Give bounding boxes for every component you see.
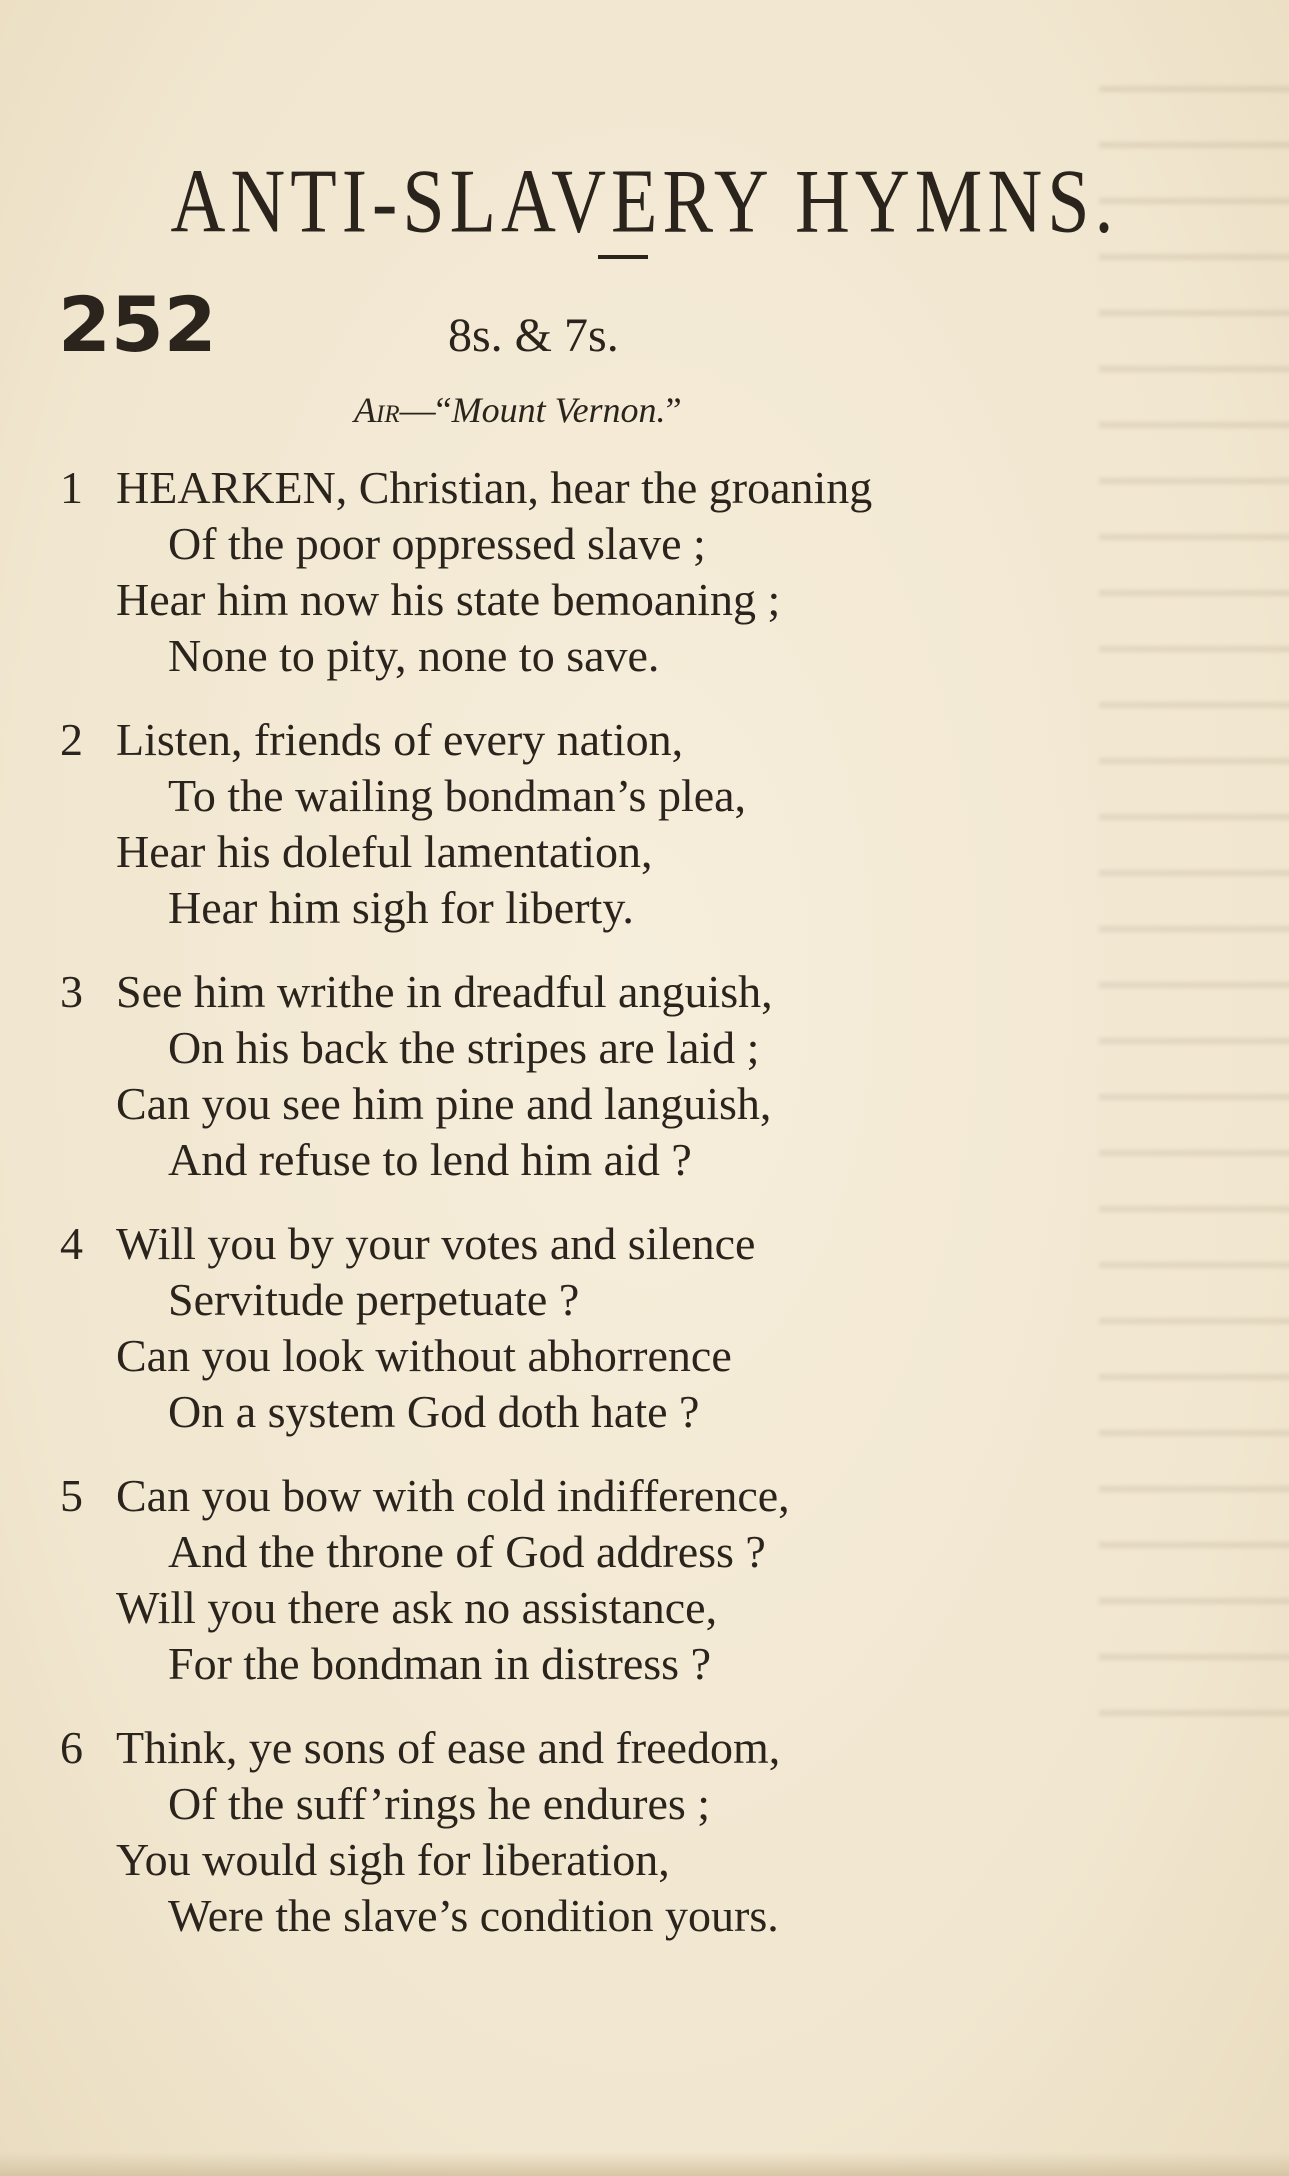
verse-line: On a system God doth hate ? <box>168 1386 700 1437</box>
stanza-6 <box>0 1720 1289 1944</box>
verse-line: On his back the stripes are laid ; <box>168 1022 760 1073</box>
verse-line: Were the slave’s condition yours. <box>168 1890 779 1941</box>
verse-line: Hear his doleful lamentation, <box>116 826 653 877</box>
stanza-1 <box>0 460 1289 684</box>
stanza-number: 3 <box>60 966 83 1017</box>
stanza-number: 4 <box>60 1218 83 1269</box>
page-edge-shadow <box>0 2152 1289 2176</box>
verse-line: Servitude perpetuate ? <box>168 1274 580 1325</box>
verse-line: Hear him sigh for liberty. <box>168 882 634 933</box>
verse-line: And refuse to lend him aid ? <box>168 1134 692 1185</box>
verse-line: Listen, friends of every nation, <box>116 714 684 765</box>
verse-line: You would sigh for liberation, <box>116 1834 670 1885</box>
verse-line: None to pity, none to save. <box>168 630 660 681</box>
verse-line: Will you there ask no assistance, <box>116 1582 718 1633</box>
hymn-tune-line <box>354 392 682 428</box>
header-rule <box>598 255 648 259</box>
tune-name: Mount Vernon. <box>451 390 666 430</box>
verse-line: Of the suff’rings he endures ; <box>168 1778 711 1829</box>
verse-line: Can you look without abhorrence <box>116 1330 732 1381</box>
air-label: Air <box>354 390 400 430</box>
stanza-number: 6 <box>60 1722 83 1773</box>
stanza-3 <box>0 964 1289 1188</box>
verse-line: See him writhe in dreadful anguish, <box>116 966 773 1017</box>
hymn-number: 252 <box>58 280 217 369</box>
verse-line: HEARKEN, Christian, hear the groaning <box>116 462 873 513</box>
page-header: ANTI-SLAVERY HYMNS. <box>170 151 1119 252</box>
stanza-number: 2 <box>60 714 83 765</box>
hymn-meter: 8s. & 7s. <box>448 309 619 362</box>
verse-line: To the wailing bondman’s plea, <box>168 770 747 821</box>
verse-line: Think, ye sons of ease and freedom, <box>116 1722 781 1773</box>
verse-line: And the throne of God address ? <box>168 1526 766 1577</box>
verse-line: Can you bow with cold indifference, <box>116 1470 790 1521</box>
stanza-4 <box>0 1216 1289 1440</box>
air-separator: —“ <box>399 390 452 430</box>
stanza-number: 5 <box>60 1470 83 1521</box>
stanza-number: 1 <box>60 462 83 513</box>
stanza-5 <box>0 1468 1289 1692</box>
hymn-stanzas <box>0 460 1289 1972</box>
verse-line: For the bondman in distress ? <box>168 1638 711 1689</box>
verse-line: Can you see him pine and languish, <box>116 1078 772 1129</box>
verse-line: Will you by your votes and silence <box>116 1218 756 1269</box>
stanza-2 <box>0 712 1289 936</box>
air-close-quote: ” <box>665 390 682 430</box>
verse-line: Of the poor oppressed slave ; <box>168 518 706 569</box>
verse-line: Hear him now his state bemoaning ; <box>116 574 781 625</box>
